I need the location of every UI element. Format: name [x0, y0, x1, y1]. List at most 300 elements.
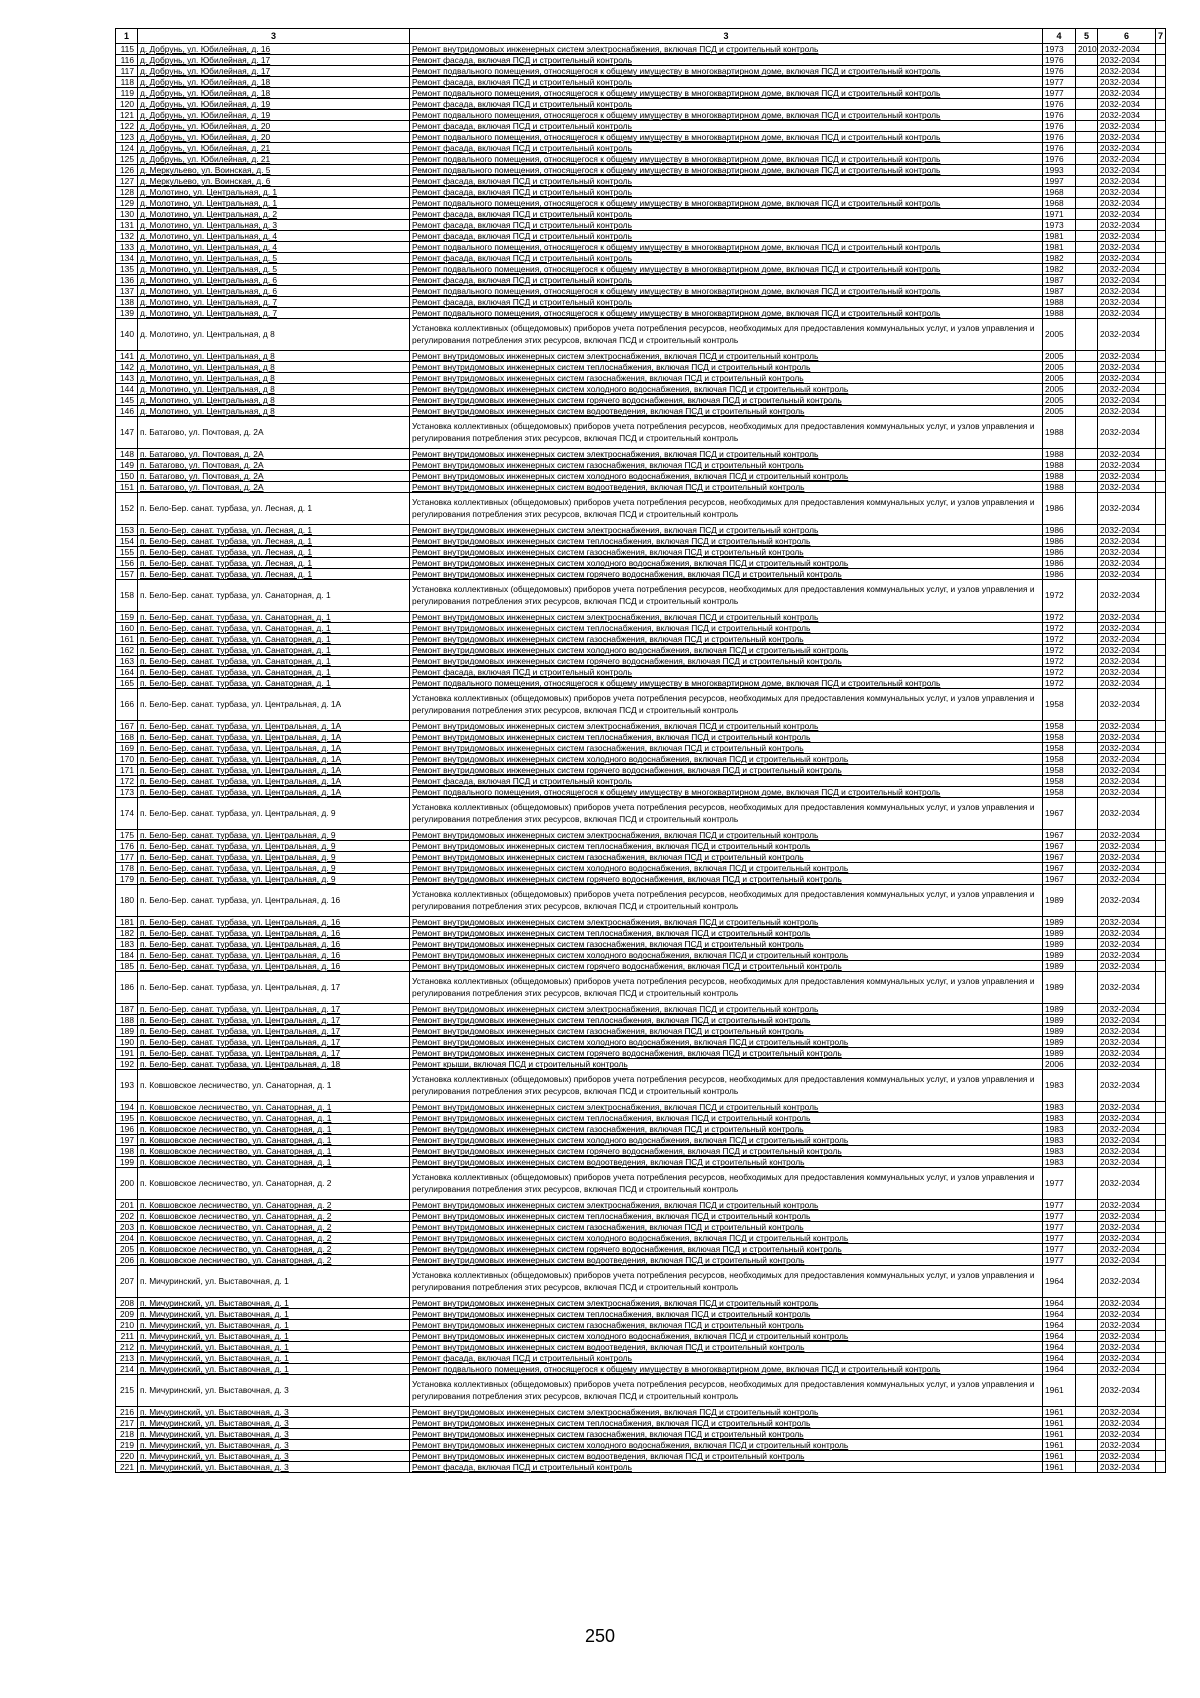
year-repair-cell	[1076, 950, 1098, 961]
column-header-work: 3	[410, 29, 1043, 44]
row-number: 144	[116, 384, 138, 395]
column-header-year: 4	[1043, 29, 1076, 44]
year-cell: 1958	[1043, 776, 1076, 787]
year-repair-cell	[1076, 928, 1098, 939]
period-cell: 2032-2034	[1098, 99, 1156, 110]
year-repair-cell	[1076, 1407, 1098, 1418]
address-cell: д. Молотино, ул. Центральная, д. 7	[138, 308, 410, 319]
table-row	[116, 732, 1166, 743]
period-cell: 2032-2034	[1098, 1266, 1156, 1298]
address-cell: д. Молотино, ул. Центральная, д. 2	[138, 209, 410, 220]
work-type-cell: Ремонт подвального помещения, относящегося к общему имуществу в многоквартирном доме, включая ПСД и строительный контроль	[410, 286, 1043, 297]
year-repair-cell	[1076, 460, 1098, 471]
year-repair-cell	[1076, 885, 1098, 917]
period-cell: 2032-2034	[1098, 612, 1156, 623]
year-cell: 1989	[1043, 928, 1076, 939]
table-row	[116, 471, 1166, 482]
period-cell: 2032-2034	[1098, 319, 1156, 351]
address-cell: п. Бело-Бер. санат. турбаза, ул. Санаторная, д. 1	[138, 656, 410, 667]
table-row	[116, 1255, 1166, 1266]
year-repair-cell	[1076, 1255, 1098, 1266]
extra-cell	[1156, 1320, 1166, 1331]
table-row	[116, 1342, 1166, 1353]
row-number: 122	[116, 121, 138, 132]
address-cell: д. Молотино, ул. Центральная, д. 4	[138, 242, 410, 253]
table-row	[116, 634, 1166, 645]
period-cell: 2032-2034	[1098, 765, 1156, 776]
work-type-cell: Ремонт фасада, включая ПСД и строительный контроль	[410, 143, 1043, 154]
period-cell: 2032-2034	[1098, 1353, 1156, 1364]
table-row	[116, 1135, 1166, 1146]
period-cell: 2032-2034	[1098, 852, 1156, 863]
year-repair-cell	[1076, 1298, 1098, 1309]
address-cell: п. Бело-Бер. санат. турбаза, ул. Центральная, д. 16	[138, 950, 410, 961]
extra-cell	[1156, 1342, 1166, 1353]
table-row	[116, 209, 1166, 220]
table-row	[116, 678, 1166, 689]
year-repair-cell	[1076, 121, 1098, 132]
address-cell: п. Бело-Бер. санат. турбаза, ул. Центральная, д. 17	[138, 972, 410, 1004]
address-cell: п. Мичуринский, ул. Выставочная, д. 3	[138, 1440, 410, 1451]
address-cell: п. Батагово, ул. Почтовая, д. 2А	[138, 449, 410, 460]
period-cell: 2032-2034	[1098, 198, 1156, 209]
period-cell: 2032-2034	[1098, 1375, 1156, 1407]
work-type-cell: Ремонт подвального помещения, относящегося к общему имуществу в многоквартирном доме, включая ПСД и строительный контроль	[410, 198, 1043, 209]
extra-cell	[1156, 220, 1166, 231]
extra-cell	[1156, 99, 1166, 110]
period-cell: 2032-2034	[1098, 1211, 1156, 1222]
address-cell: п. Ковшовское лесничество, ул. Санаторная, д. 1	[138, 1146, 410, 1157]
table-row	[116, 44, 1166, 55]
extra-cell	[1156, 77, 1166, 88]
period-cell: 2032-2034	[1098, 885, 1156, 917]
row-number: 141	[116, 351, 138, 362]
year-repair-cell	[1076, 77, 1098, 88]
period-cell: 2032-2034	[1098, 1124, 1156, 1135]
year-cell: 1967	[1043, 874, 1076, 885]
table-row	[116, 645, 1166, 656]
extra-cell	[1156, 449, 1166, 460]
period-cell: 2032-2034	[1098, 77, 1156, 88]
table-row	[116, 917, 1166, 928]
year-repair-cell	[1076, 678, 1098, 689]
year-cell: 1961	[1043, 1418, 1076, 1429]
period-cell: 2032-2034	[1098, 417, 1156, 449]
period-cell: 2032-2034	[1098, 1157, 1156, 1168]
period-cell: 2032-2034	[1098, 798, 1156, 830]
table-row	[116, 1113, 1166, 1124]
period-cell: 2032-2034	[1098, 351, 1156, 362]
period-cell: 2032-2034	[1098, 743, 1156, 754]
table-row	[116, 1407, 1166, 1418]
row-number: 166	[116, 689, 138, 721]
year-repair-cell	[1076, 66, 1098, 77]
extra-cell	[1156, 558, 1166, 569]
address-cell: п. Бело-Бер. санат. турбаза, ул. Центральная, д. 16	[138, 885, 410, 917]
table-row	[116, 1462, 1166, 1473]
year-repair-cell	[1076, 286, 1098, 297]
extra-cell	[1156, 198, 1166, 209]
work-type-cell: Ремонт внутридомовых инженерных систем теплоснабжения, включая ПСД и строительный контроль	[410, 732, 1043, 743]
table-row	[116, 264, 1166, 275]
year-repair-cell	[1076, 1070, 1098, 1102]
table-row	[116, 830, 1166, 841]
address-cell: д. Добрунь, ул. Юбилейная, д. 21	[138, 154, 410, 165]
table-row	[116, 449, 1166, 460]
extra-cell	[1156, 165, 1166, 176]
table-row	[116, 721, 1166, 732]
year-cell: 1972	[1043, 580, 1076, 612]
year-repair-cell	[1076, 308, 1098, 319]
extra-cell	[1156, 645, 1166, 656]
extra-cell	[1156, 754, 1166, 765]
year-repair-cell	[1076, 482, 1098, 493]
table-row	[116, 297, 1166, 308]
year-cell: 1977	[1043, 1222, 1076, 1233]
page-number: 250	[584, 1626, 616, 1646]
work-type-cell: Ремонт внутридомовых инженерных систем горячего водоснабжения, включая ПСД и строительный контроль	[410, 1146, 1043, 1157]
table-row	[116, 667, 1166, 678]
extra-cell	[1156, 798, 1166, 830]
year-cell: 1967	[1043, 830, 1076, 841]
year-repair-cell	[1076, 1168, 1098, 1200]
year-cell: 1972	[1043, 645, 1076, 656]
extra-cell	[1156, 787, 1166, 798]
extra-cell	[1156, 656, 1166, 667]
table-row	[116, 1298, 1166, 1309]
row-number: 116	[116, 55, 138, 66]
column-header-year2: 5	[1076, 29, 1098, 44]
year-repair-cell	[1076, 874, 1098, 885]
work-type-cell: Ремонт подвального помещения, относящегося к общему имуществу в многоквартирном доме, включая ПСД и строительный контроль	[410, 308, 1043, 319]
extra-cell	[1156, 253, 1166, 264]
table-row	[116, 1320, 1166, 1331]
table-row	[116, 852, 1166, 863]
table-row	[116, 1015, 1166, 1026]
year-repair-cell	[1076, 830, 1098, 841]
period-cell: 2032-2034	[1098, 732, 1156, 743]
extra-cell	[1156, 961, 1166, 972]
work-type-cell: Ремонт внутридомовых инженерных систем газоснабжения, включая ПСД и строительный контроль	[410, 373, 1043, 384]
work-type-cell: Ремонт внутридомовых инженерных систем теплоснабжения, включая ПСД и строительный контроль	[410, 1211, 1043, 1222]
period-cell: 2032-2034	[1098, 1015, 1156, 1026]
row-number: 129	[116, 198, 138, 209]
year-cell: 2005	[1043, 351, 1076, 362]
table-row	[116, 1451, 1166, 1462]
year-cell: 1989	[1043, 939, 1076, 950]
table-row	[116, 1168, 1166, 1200]
work-type-cell: Установка коллективных (общедомовых) приборов учета потребления ресурсов, необходимых для предоставления коммунальных услуг, и узлов управления и регулирования потребления этих ресурсов, включая ПСД и строительный контроль	[410, 798, 1043, 830]
address-cell: д. Добрунь, ул. Юбилейная, д. 18	[138, 77, 410, 88]
year-cell: 1977	[1043, 1233, 1076, 1244]
extra-cell	[1156, 1102, 1166, 1113]
address-cell: п. Мичуринский, ул. Выставочная, д. 1	[138, 1309, 410, 1320]
extra-cell	[1156, 351, 1166, 362]
year-repair-cell	[1076, 1026, 1098, 1037]
table-row	[116, 1244, 1166, 1255]
year-repair-cell	[1076, 406, 1098, 417]
header-row	[116, 29, 1166, 44]
table-row	[116, 580, 1166, 612]
address-cell: д. Меркульево, ул. Воинская, д. 6	[138, 176, 410, 187]
period-cell: 2032-2034	[1098, 1440, 1156, 1451]
extra-cell	[1156, 1353, 1166, 1364]
period-cell: 2032-2034	[1098, 623, 1156, 634]
work-type-cell: Ремонт внутридомовых инженерных систем газоснабжения, включая ПСД и строительный контроль	[410, 547, 1043, 558]
row-number: 133	[116, 242, 138, 253]
work-type-cell: Ремонт внутридомовых инженерных систем электроснабжения, включая ПСД и строительный контроль	[410, 830, 1043, 841]
year-repair-cell	[1076, 1429, 1098, 1440]
year-repair-cell	[1076, 165, 1098, 176]
work-type-cell: Ремонт внутридомовых инженерных систем горячего водоснабжения, включая ПСД и строительный контроль	[410, 569, 1043, 580]
row-number: 139	[116, 308, 138, 319]
year-repair-cell	[1076, 525, 1098, 536]
year-cell: 1986	[1043, 558, 1076, 569]
extra-cell	[1156, 874, 1166, 885]
period-cell: 2032-2034	[1098, 558, 1156, 569]
year-cell: 1982	[1043, 264, 1076, 275]
extra-cell	[1156, 1168, 1166, 1200]
row-number: 132	[116, 231, 138, 242]
extra-cell	[1156, 242, 1166, 253]
extra-cell	[1156, 460, 1166, 471]
row-number: 118	[116, 77, 138, 88]
extra-cell	[1156, 1233, 1166, 1244]
address-cell: п. Бело-Бер. санат. турбаза, ул. Санаторная, д. 1	[138, 645, 410, 656]
table-row	[116, 242, 1166, 253]
address-cell: п. Бело-Бер. санат. турбаза, ул. Центральная, д. 16	[138, 928, 410, 939]
row-number: 201	[116, 1200, 138, 1211]
year-cell: 1972	[1043, 656, 1076, 667]
year-repair-cell	[1076, 623, 1098, 634]
extra-cell	[1156, 1222, 1166, 1233]
row-number: 178	[116, 863, 138, 874]
row-number: 160	[116, 623, 138, 634]
year-repair-cell	[1076, 319, 1098, 351]
table-row	[116, 165, 1166, 176]
row-number: 154	[116, 536, 138, 547]
address-cell: п. Бело-Бер. санат. турбаза, ул. Санаторная, д. 1	[138, 580, 410, 612]
work-type-cell: Ремонт внутридомовых инженерных систем газоснабжения, включая ПСД и строительный контроль	[410, 743, 1043, 754]
address-cell: п. Ковшовское лесничество, ул. Санаторная, д. 2	[138, 1255, 410, 1266]
extra-cell	[1156, 525, 1166, 536]
row-number: 140	[116, 319, 138, 351]
year-cell: 1977	[1043, 88, 1076, 99]
row-number: 169	[116, 743, 138, 754]
table-row	[116, 754, 1166, 765]
table-row	[116, 1124, 1166, 1135]
year-repair-cell	[1076, 569, 1098, 580]
year-repair-cell	[1076, 667, 1098, 678]
work-type-cell: Ремонт подвального помещения, относящегося к общему имуществу в многоквартирном доме, включая ПСД и строительный контроль	[410, 264, 1043, 275]
address-cell: п. Ковшовское лесничество, ул. Санаторная, д. 1	[138, 1070, 410, 1102]
extra-cell	[1156, 939, 1166, 950]
row-number: 205	[116, 1244, 138, 1255]
row-number: 143	[116, 373, 138, 384]
extra-cell	[1156, 689, 1166, 721]
year-repair-cell	[1076, 88, 1098, 99]
year-repair-cell	[1076, 1102, 1098, 1113]
period-cell: 2032-2034	[1098, 362, 1156, 373]
row-number: 214	[116, 1364, 138, 1375]
address-cell: п. Бело-Бер. санат. турбаза, ул. Центральная, д. 1А	[138, 754, 410, 765]
address-cell: п. Бело-Бер. санат. турбаза, ул. Центральная, д. 1А	[138, 732, 410, 743]
work-type-cell: Ремонт фасада, включая ПСД и строительный контроль	[410, 253, 1043, 264]
row-number: 164	[116, 667, 138, 678]
address-cell: д. Молотино, ул. Центральная, д. 6	[138, 286, 410, 297]
address-cell: д. Добрунь, ул. Юбилейная, д. 19	[138, 99, 410, 110]
table-row	[116, 1157, 1166, 1168]
work-type-cell: Установка коллективных (общедомовых) приборов учета потребления ресурсов, необходимых для предоставления коммунальных услуг, и узлов управления и регулирования потребления этих ресурсов, включая ПСД и строительный контроль	[410, 972, 1043, 1004]
row-number: 191	[116, 1048, 138, 1059]
extra-cell	[1156, 417, 1166, 449]
extra-cell	[1156, 928, 1166, 939]
year-repair-cell	[1076, 754, 1098, 765]
year-cell: 1976	[1043, 66, 1076, 77]
address-cell: п. Бело-Бер. санат. турбаза, ул. Центральная, д. 16	[138, 917, 410, 928]
year-repair-cell	[1076, 471, 1098, 482]
table-row	[116, 1146, 1166, 1157]
period-cell: 2032-2034	[1098, 787, 1156, 798]
work-type-cell: Установка коллективных (общедомовых) приборов учета потребления ресурсов, необходимых для предоставления коммунальных услуг, и узлов управления и регулирования потребления этих ресурсов, включая ПСД и строительный контроль	[410, 1266, 1043, 1298]
table-row	[116, 1353, 1166, 1364]
address-cell: п. Ковшовское лесничество, ул. Санаторная, д. 1	[138, 1102, 410, 1113]
work-type-cell: Ремонт подвального помещения, относящегося к общему имуществу в многоквартирном доме, включая ПСД и строительный контроль	[410, 110, 1043, 121]
table-row	[116, 417, 1166, 449]
work-type-cell: Ремонт внутридомовых инженерных систем теплоснабжения, включая ПСД и строительный контроль	[410, 1418, 1043, 1429]
row-number: 197	[116, 1135, 138, 1146]
year-cell: 1958	[1043, 765, 1076, 776]
repair-schedule-table	[115, 28, 1166, 1473]
work-type-cell: Установка коллективных (общедомовых) приборов учета потребления ресурсов, необходимых для предоставления коммунальных услуг, и узлов управления и регулирования потребления этих ресурсов, включая ПСД и строительный контроль	[410, 1375, 1043, 1407]
year-cell: 1988	[1043, 308, 1076, 319]
table-row	[116, 198, 1166, 209]
year-cell: 1989	[1043, 917, 1076, 928]
year-repair-cell	[1076, 656, 1098, 667]
year-cell: 1958	[1043, 743, 1076, 754]
table-row	[116, 110, 1166, 121]
extra-cell	[1156, 1211, 1166, 1222]
work-type-cell: Ремонт фасада, включая ПСД и строительный контроль	[410, 121, 1043, 132]
row-number: 216	[116, 1407, 138, 1418]
year-repair-cell	[1076, 1244, 1098, 1255]
address-cell: п. Бело-Бер. санат. турбаза, ул. Санаторная, д. 1	[138, 634, 410, 645]
year-cell: 1986	[1043, 569, 1076, 580]
year-repair-cell	[1076, 1113, 1098, 1124]
year-cell: 1977	[1043, 1255, 1076, 1266]
work-type-cell: Ремонт подвального помещения, относящегося к общему имуществу в многоквартирном доме, включая ПСД и строительный контроль	[410, 88, 1043, 99]
period-cell: 2032-2034	[1098, 830, 1156, 841]
extra-cell	[1156, 1407, 1166, 1418]
extra-cell	[1156, 885, 1166, 917]
address-cell: п. Мичуринский, ул. Выставочная, д. 1	[138, 1298, 410, 1309]
extra-cell	[1156, 1331, 1166, 1342]
work-type-cell: Ремонт внутридомовых инженерных систем теплоснабжения, включая ПСД и строительный контроль	[410, 623, 1043, 634]
address-cell: д. Молотино, ул. Центральная, д 8	[138, 319, 410, 351]
table-row	[116, 765, 1166, 776]
period-cell: 2032-2034	[1098, 1451, 1156, 1462]
year-cell: 1989	[1043, 1037, 1076, 1048]
period-cell: 2032-2034	[1098, 1320, 1156, 1331]
extra-cell	[1156, 841, 1166, 852]
year-repair-cell	[1076, 1451, 1098, 1462]
year-cell: 1976	[1043, 110, 1076, 121]
extra-cell	[1156, 362, 1166, 373]
period-cell: 2032-2034	[1098, 253, 1156, 264]
row-number: 204	[116, 1233, 138, 1244]
work-type-cell: Ремонт внутридомовых инженерных систем электроснабжения, включая ПСД и строительный контроль	[410, 1102, 1043, 1113]
table-row	[116, 373, 1166, 384]
row-number: 194	[116, 1102, 138, 1113]
row-number: 183	[116, 939, 138, 950]
row-number: 180	[116, 885, 138, 917]
year-repair-cell	[1076, 536, 1098, 547]
work-type-cell: Установка коллективных (общедомовых) приборов учета потребления ресурсов, необходимых для предоставления коммунальных услуг, и узлов управления и регулирования потребления этих ресурсов, включая ПСД и строительный контроль	[410, 493, 1043, 525]
year-repair-cell	[1076, 634, 1098, 645]
year-repair-cell	[1076, 1320, 1098, 1331]
work-type-cell: Ремонт внутридомовых инженерных систем водоотведения, включая ПСД и строительный контроль	[410, 1255, 1043, 1266]
address-cell: п. Бело-Бер. санат. турбаза, ул. Лесная, д. 1	[138, 569, 410, 580]
period-cell: 2032-2034	[1098, 1331, 1156, 1342]
year-cell: 1986	[1043, 525, 1076, 536]
table-row	[116, 743, 1166, 754]
year-repair-cell	[1076, 176, 1098, 187]
period-cell: 2032-2034	[1098, 972, 1156, 1004]
work-type-cell: Ремонт внутридомовых инженерных систем электроснабжения, включая ПСД и строительный контроль	[410, 1298, 1043, 1309]
table-row	[116, 689, 1166, 721]
work-type-cell: Установка коллективных (общедомовых) приборов учета потребления ресурсов, необходимых для предоставления коммунальных услуг, и узлов управления и регулирования потребления этих ресурсов, включая ПСД и строительный контроль	[410, 417, 1043, 449]
table-row	[116, 1222, 1166, 1233]
work-type-cell: Ремонт внутридомовых инженерных систем электроснабжения, включая ПСД и строительный контроль	[410, 1407, 1043, 1418]
period-cell: 2032-2034	[1098, 656, 1156, 667]
period-cell: 2032-2034	[1098, 1255, 1156, 1266]
row-number: 142	[116, 362, 138, 373]
year-cell: 1977	[1043, 1244, 1076, 1255]
year-repair-cell	[1076, 776, 1098, 787]
period-cell: 2032-2034	[1098, 1233, 1156, 1244]
extra-cell	[1156, 110, 1166, 121]
work-type-cell: Ремонт внутридомовых инженерных систем газоснабжения, включая ПСД и строительный контроль	[410, 1222, 1043, 1233]
extra-cell	[1156, 623, 1166, 634]
work-type-cell: Ремонт внутридомовых инженерных систем водоотведения, включая ПСД и строительный контроль	[410, 1451, 1043, 1462]
year-repair-cell	[1076, 939, 1098, 950]
period-cell: 2032-2034	[1098, 1244, 1156, 1255]
extra-cell	[1156, 1298, 1166, 1309]
row-number: 130	[116, 209, 138, 220]
year-cell: 1972	[1043, 612, 1076, 623]
work-type-cell: Ремонт внутридомовых инженерных систем газоснабжения, включая ПСД и строительный контроль	[410, 852, 1043, 863]
year-cell: 1958	[1043, 787, 1076, 798]
extra-cell	[1156, 612, 1166, 623]
year-repair-cell	[1076, 721, 1098, 732]
row-number: 217	[116, 1418, 138, 1429]
year-repair-cell	[1076, 1233, 1098, 1244]
address-cell: п. Бело-Бер. санат. турбаза, ул. Санаторная, д. 1	[138, 678, 410, 689]
table-row	[116, 143, 1166, 154]
table-row	[116, 406, 1166, 417]
work-type-cell: Ремонт фасада, включая ПСД и строительный контроль	[410, 187, 1043, 198]
period-cell: 2032-2034	[1098, 580, 1156, 612]
address-cell: д. Добрунь, ул. Юбилейная, д. 16	[138, 44, 410, 55]
year-cell: 1989	[1043, 1048, 1076, 1059]
period-cell: 2032-2034	[1098, 395, 1156, 406]
year-cell: 1988	[1043, 460, 1076, 471]
period-cell: 2032-2034	[1098, 471, 1156, 482]
address-cell: п. Ковшовское лесничество, ул. Санаторная, д. 1	[138, 1124, 410, 1135]
year-repair-cell	[1076, 558, 1098, 569]
address-cell: п. Ковшовское лесничество, ул. Санаторная, д. 2	[138, 1233, 410, 1244]
address-cell: п. Батагово, ул. Почтовая, д. 2А	[138, 417, 410, 449]
